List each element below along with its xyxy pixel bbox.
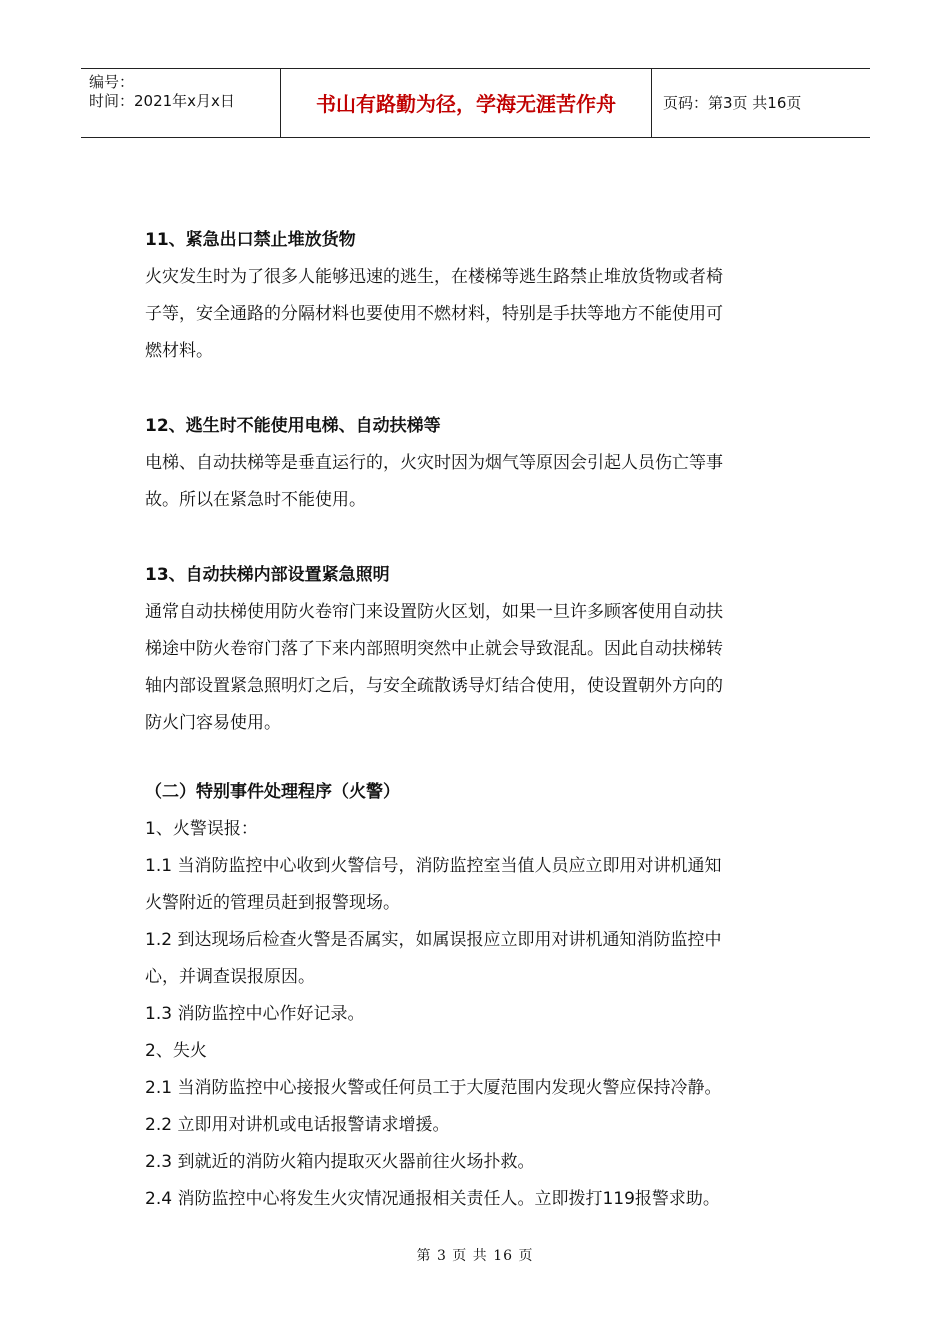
document-body — [145, 222, 805, 1218]
section-12 — [145, 408, 805, 519]
section-11 — [145, 222, 805, 370]
page-footer: 第 3 页 共 16 页 — [416, 1248, 534, 1264]
procedure-heading: （二）特别事件处理程序（火警） — [145, 782, 400, 802]
paragraph-line: 子等，安全通路的分隔材料也要使用不燃材料，特别是手扶等地方不能使用可 — [145, 304, 723, 324]
procedure-line: 火警附近的管理员赶到报警现场。 — [145, 893, 400, 913]
procedure-line: 1.1 当消防监控中心收到火警信号，消防监控室当值人员应立即用对讲机通知 — [145, 856, 722, 876]
document-number-label: 编号： — [89, 73, 135, 91]
procedure-line: 2.1 当消防监控中心接报火警或任何员工于大厦范围内发现火警应保持冷静。 — [145, 1078, 722, 1098]
section-heading: 13、自动扶梯内部设置紧急照明 — [145, 565, 390, 585]
procedure-line: 1.2 到达现场后检查火警是否属实，如属误报应立即用对讲机通知消防监控中 — [145, 930, 722, 950]
procedure-line: 2.2 立即用对讲机或电话报警请求增援。 — [145, 1115, 450, 1135]
section-heading: 12、逃生时不能使用电梯、自动扶梯等 — [145, 416, 441, 436]
header-motto: 书山有路勤为径，学海无涯苦作舟 — [316, 92, 616, 116]
paragraph-line: 防火门容易使用。 — [145, 713, 281, 733]
section-heading: 11、紧急出口禁止堆放货物 — [145, 230, 356, 250]
section-13 — [145, 557, 805, 742]
fire-alarm-procedure — [145, 774, 805, 1218]
paragraph-line: 火灾发生时为了很多人能够迅速的逃生，在楼梯等逃生路禁止堆放货物或者椅 — [145, 267, 723, 287]
procedure-line: 1.3 消防监控中心作好记录。 — [145, 1004, 365, 1024]
procedure-line: 心，并调查误报原因。 — [145, 967, 315, 987]
document-time-label: 时间：2021年x月x日 — [89, 92, 235, 110]
paragraph-line: 梯途中防火卷帘门落了下来内部照明突然中止就会导致混乱。因此自动扶梯转 — [145, 639, 723, 659]
page-header — [81, 68, 870, 138]
paragraph-line: 故。所以在紧急时不能使用。 — [145, 490, 366, 510]
header-page-info: 页码：第3页 共16页 — [663, 94, 802, 112]
paragraph-line: 燃材料。 — [145, 341, 213, 361]
header-left-cell — [81, 69, 281, 137]
paragraph-line: 轴内部设置紧急照明灯之后，与安全疏散诱导灯结合使用，使设置朝外方向的 — [145, 676, 723, 696]
procedure-line: 2、失火 — [145, 1041, 207, 1061]
paragraph-line: 电梯、自动扶梯等是垂直运行的，火灾时因为烟气等原因会引起人员伤亡等事 — [145, 453, 723, 473]
procedure-line: 2.3 到就近的消防火箱内提取灭火器前往火场扑救。 — [145, 1152, 535, 1172]
header-page-cell — [653, 69, 870, 137]
header-motto-cell — [281, 69, 652, 137]
procedure-line: 2.4 消防监控中心将发生火灾情况通报相关责任人。立即拨打119报警求助。 — [145, 1189, 720, 1209]
paragraph-line: 通常自动扶梯使用防火卷帘门来设置防火区划，如果一旦许多顾客使用自动扶 — [145, 602, 723, 622]
procedure-line: 1、火警误报： — [145, 819, 258, 839]
